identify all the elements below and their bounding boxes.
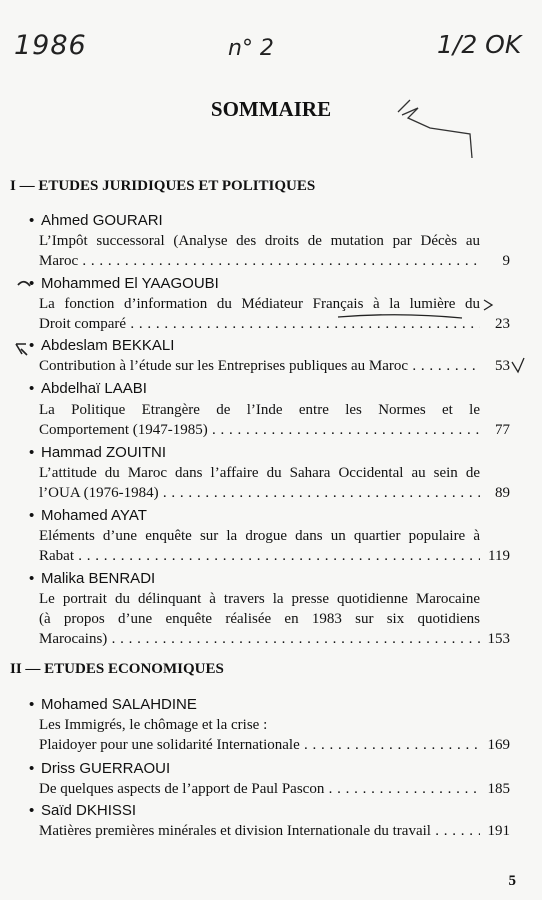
toc-author: • Ahmed GOURARI <box>29 212 163 229</box>
toc-title-line: La fonction d’information du Médiateur Français à la lumière du <box>39 296 480 312</box>
toc-title-line: Eléments d’une enquête sur la drogue dans un quartier populaire à <box>39 528 480 544</box>
pen-arrow-mark <box>484 300 492 310</box>
toc-title-line: L’Impôt successoral (Analyse des droits de mutation par Décès au <box>39 233 480 249</box>
toc-page-number: 53 <box>495 358 510 374</box>
page-title: SOMMAIRE <box>210 97 332 121</box>
toc-author: • Malika BENRADI <box>29 570 156 587</box>
section-heading-2: II — ETUDES ECONOMIQUES <box>10 661 224 677</box>
toc-title-line: Matières premières minérales et division Internationale du travail . . . <box>39 823 480 840</box>
toc-title-line: Comportement (1947-1985) . . . <box>39 422 480 439</box>
toc-author: • Mohammed El YAAGOUBI <box>29 275 219 292</box>
toc-author: • Saïd DKHISSI <box>29 802 137 819</box>
toc-page-number: 119 <box>488 548 510 564</box>
toc-title-line: Contribution à l’étude sur les Entreprises publiques au Maroc . . . <box>39 358 480 375</box>
footer-page-number: 5 <box>508 873 516 889</box>
toc-title-line: De quelques aspects de l’apport de Paul Pascon . . . <box>39 781 480 798</box>
toc-page-number: 23 <box>495 316 510 332</box>
handwritten-issue: n° 2 <box>228 36 274 61</box>
toc-page-number: 169 <box>487 737 510 753</box>
toc-title-line: Marocains) . . . <box>39 631 480 648</box>
section-heading-1: I — ETUDES JURIDIQUES ET POLITIQUES <box>10 178 316 194</box>
toc-page-number: 9 <box>502 253 510 269</box>
toc-title-line: Droit comparé . . . <box>39 316 480 333</box>
toc-author: • Mohamed SALAHDINE <box>29 696 197 713</box>
toc-title-line: Maroc . . . <box>39 253 480 270</box>
toc-title-line: Rabat . . . <box>39 548 480 565</box>
toc-title-line: Les Immigrés, le chômage et la crise : <box>39 717 268 733</box>
toc-title-line: Le portrait du délinquant à travers la presse quotidienne Marocaine <box>39 591 480 607</box>
toc-author: • Mohamed AYAT <box>29 507 147 524</box>
toc-author: • Hammad ZOUITNI <box>29 444 167 461</box>
toc-page-number: 77 <box>495 422 510 438</box>
toc-author: • Abdeslam BEKKALI <box>29 337 175 354</box>
handwritten-pages-note: 1/2 OK <box>437 30 522 59</box>
toc-title-line: La Politique Etrangère de l’Inde entre les Normes et le <box>39 402 480 418</box>
toc-page-number: 89 <box>495 485 510 501</box>
toc-title-line: Plaidoyer pour une solidarité Internationale . . . <box>39 737 480 754</box>
handwritten-year: 1986 <box>14 30 87 61</box>
toc-page-number: 185 <box>487 781 510 797</box>
toc-title-line: L’attitude du Maroc dans l’affaire du Sahara Occidental au sein de <box>39 465 480 481</box>
toc-author: • Abdelhaï LAABI <box>29 380 147 397</box>
toc-author: • Driss GUERRAOUI <box>29 760 171 777</box>
pen-k-mark <box>16 344 27 355</box>
pen-check-mark <box>512 358 524 372</box>
toc-title-line: l’OUA (1976-1984) . . . <box>39 485 480 502</box>
toc-page-number: 153 <box>487 631 510 647</box>
toc-title-line: (à propos d’une enquête réalisée en 1983 sur six quotidiens <box>39 611 480 627</box>
toc-page-number: 191 <box>487 823 510 839</box>
